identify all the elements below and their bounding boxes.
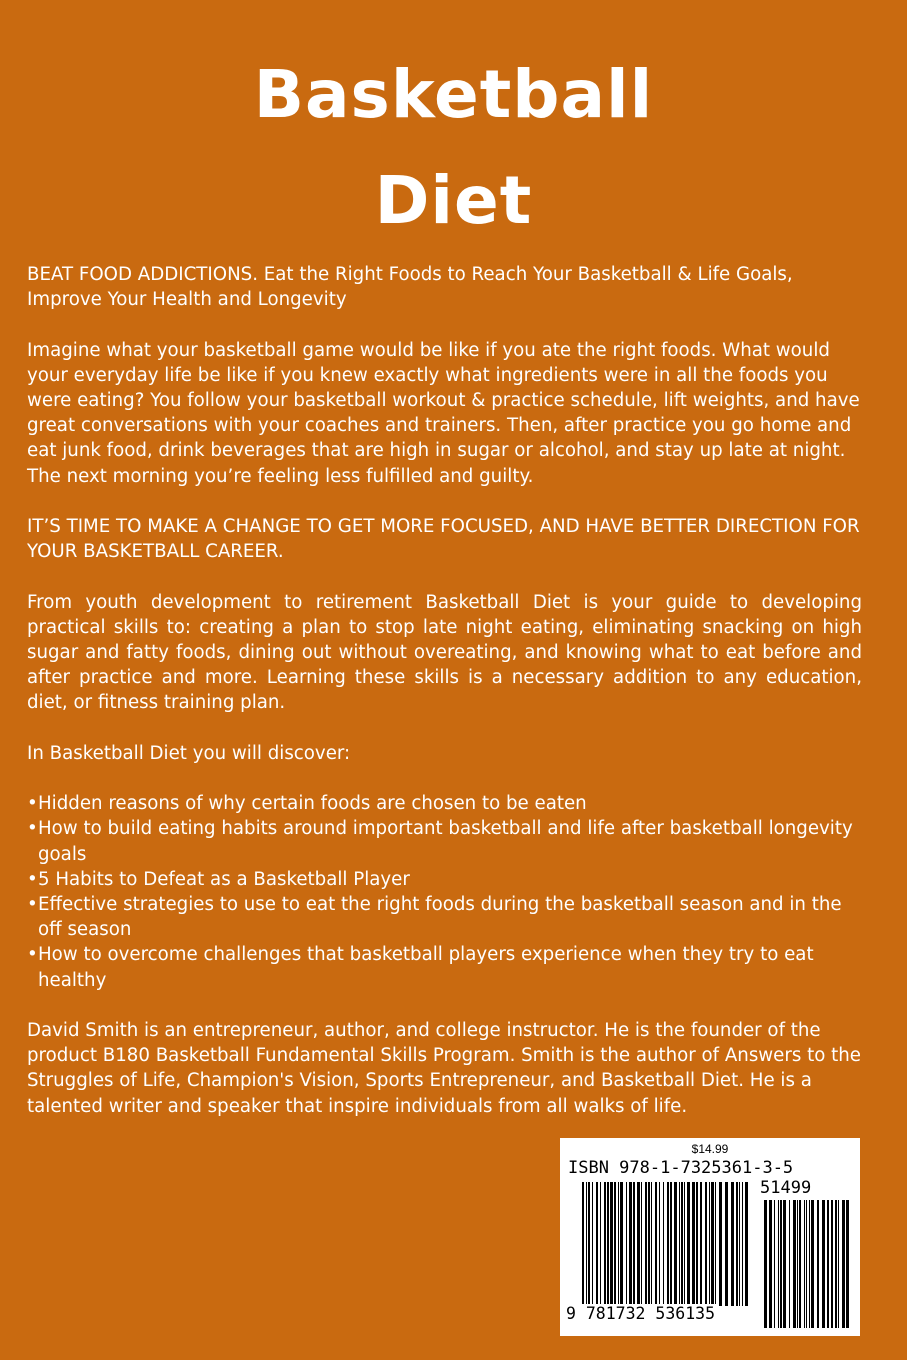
isbn-label: ISBN 978-1-7325361-3-5 bbox=[568, 1158, 794, 1178]
intro-tagline: BEAT FOOD ADDICTIONS. Eat the Right Foods to Reach Your Basketball & Life Goals, Improve Your Health and Longevity bbox=[27, 264, 793, 311]
callout-change: IT’S TIME TO MAKE A CHANGE TO GET MORE FOCUSED, AND HAVE BETTER DIRECTION FOR YOUR BASKETBALL CAREER. bbox=[27, 516, 860, 563]
list-item: • How to overcome challenges that basketball players experience when they try to eat healthy bbox=[27, 944, 814, 991]
price-label: $14.99 bbox=[691, 1142, 729, 1156]
bullet-icon: • bbox=[27, 793, 38, 815]
bullet-icon: • bbox=[27, 944, 38, 966]
ean-barcode-icon bbox=[582, 1182, 750, 1306]
paragraph-imagine: Imagine what your basketball game would be like if you ate the right foods. What would your everyday life be like if you knew exactly what ingredients were in all the foods you were eating? You follow your basketball workout & practice schedule, lift weights, and have great conversations with your coaches and trainers. Then, after practice you go home and eat junk food, drink beverages that are high in sugar or alcohol, and stay up late at night. The next morning you’re feeling less fulfilled and guilty. bbox=[27, 339, 860, 487]
author-bio: David Smith is an entrepreneur, author, and college instructor. He is the founder of the product B180 Basketball Fundamental Skills Program. Smith is the author of Answers to the Struggles of Life, Champion's Vision, Sports Entrepreneur, and Basketball Diet. He is a talented writer and speaker that inspire individuals from all walks of life. bbox=[27, 1020, 861, 1117]
back-cover-copy bbox=[27, 262, 862, 1144]
title-line-1: Basketball bbox=[253, 56, 654, 133]
bullet-icon: • bbox=[27, 894, 38, 915]
addon-number: 51499 bbox=[760, 1178, 812, 1198]
bullet-icon: • bbox=[27, 868, 38, 890]
list-item: • Hidden reasons of why certain foods are chosen to be eaten bbox=[27, 791, 862, 816]
list-item: • Effective strategies to use to eat the right foods during the basketball season and in the off season bbox=[27, 894, 842, 941]
title-line-2: Diet bbox=[374, 162, 533, 239]
barcode-panel bbox=[560, 1138, 860, 1336]
discover-list bbox=[27, 791, 862, 993]
ean-digits: 9 781732 536135 bbox=[566, 1304, 716, 1323]
bullet-icon: • bbox=[27, 818, 38, 840]
addon-barcode-icon bbox=[764, 1200, 850, 1328]
list-item: • 5 Habits to Defeat as a Basketball Player bbox=[27, 867, 862, 892]
discover-intro: In Basketball Diet you will discover: bbox=[27, 742, 351, 764]
list-item: • How to build eating habits around important basketball and life after basketball longevity goals bbox=[27, 818, 853, 865]
paragraph-development: From youth development to retirement Basketball Diet is your guide to developing practical skills to: creating a plan to stop late night eating, eliminating snacking on high sugar and fatty foods, dining out without overeating, and knowing what to eat before and after practice and more. Learning these skills is a necessary addition to any education, diet, or fitness training plan. bbox=[27, 591, 862, 714]
